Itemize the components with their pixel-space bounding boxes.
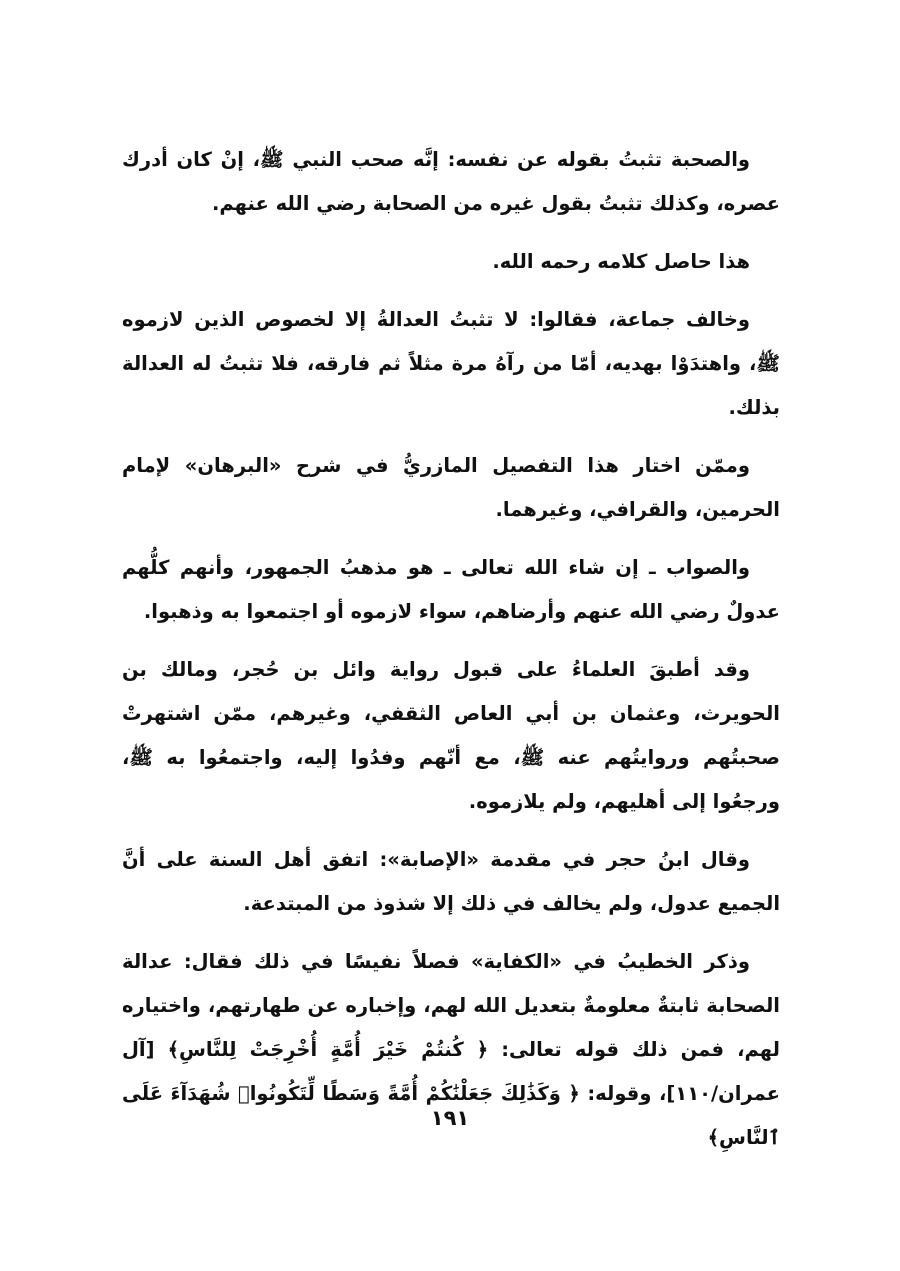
paragraph-1: والصحبة تثبتُ بقوله عن نفسه: إنَّه صحب النبي ﷺ، إنْ كان أدرك عصره، وكذلك تثبتُ بقول غيره من الصحابة رضي الله عنهم.	[122, 148, 780, 215]
page-body	[122, 138, 780, 1174]
page-number: ١٩١	[430, 1106, 470, 1130]
paragraph-6: وقد أطبقَ العلماءُ على قبول رواية وائل بن حُجر، ومالك بن الحويرث، وعثمان بن أبي العاص الثقفي، وغيرهم، ممّن اشتهرتْ صحبتُهم وروايتُهم عنه ﷺ، مع أنّهم وفدُوا إليه، واجتمعُوا به ﷺ، ورجعُوا إلى أهليهم، ولم يلازموه.	[122, 658, 780, 813]
paragraph-7: وقال ابنُ حجر في مقدمة «الإصابة»: اتفق أهل السنة على أنَّ الجميع عدول، ولم يخالف في ذلك إلا شذوذ من المبتدعة.	[122, 848, 780, 915]
paragraph-4: وممّن اختار هذا التفصيل المازريُّ في شرح «البرهان» لإمام الحرمين، والقرافي، وغيرهما.	[122, 454, 780, 521]
paragraph-5: والصواب ـ إن شاء الله تعالى ـ هو مذهبُ الجمهور، وأنهم كلُّهم عدولٌ رضي الله عنهم وأرضاهم، سواء لازموه أو اجتمعوا به وذهبوا.	[122, 556, 780, 623]
paragraph-2: هذا حاصل كلامه رحمه الله.	[492, 250, 750, 273]
paragraph-8: وذكر الخطيبُ في «الكفاية» فصلاً نفيسًا في ذلك فقال: عدالة الصحابة ثابتةٌ معلومةٌ بتعديل الله لهم، وإخباره عن طهارتهم، واختياره لهم، فمن ذلك قوله تعالى: ﴿ كُنتُمْ خَيْرَ أُمَّةٍ أُخْرِجَتْ لِلنَّاسِ﴾ [آل عمران/١١٠]، وقوله: ﴿ وَكَذَٰلِكَ جَعَلْنَٰكُمْ أُمَّةً وَسَطًا لِّتَكُونُوا۟ شُهَدَآءَ عَلَى ٱلنَّاسِ﴾	[122, 950, 780, 1149]
paragraph-3: وخالف جماعة، فقالوا: لا تثبتُ العدالةُ إلا لخصوص الذين لازموه ﷺ، واهتدَوْا بهديه، أمّا من رآهُ مرة مثلاً ثم فارقه، فلا تثبتُ له العدالة بذلك.	[122, 308, 780, 419]
